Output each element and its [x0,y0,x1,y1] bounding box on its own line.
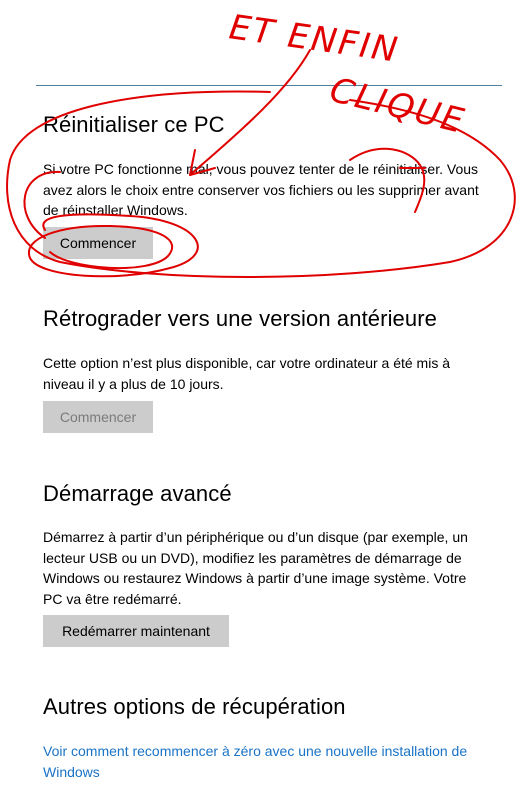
other-recovery-options-section [43,693,488,780]
rollback-section [43,305,488,425]
other-recovery-options-title: Autres options de récupération [43,694,346,719]
rollback-start-button: Commencer [43,401,153,433]
rollback-title: Rétrograder vers une version antérieure [43,306,437,331]
fresh-start-link[interactable]: Voir comment recommencer à zéro avec une nouvelle installation de Windows [43,743,468,780]
reset-pc-title: Réinitialiser ce PC [43,112,225,137]
annotation-text-line1: ET ENFIN [226,7,402,71]
advanced-startup-title: Démarrage avancé [43,481,232,506]
reset-pc-section [43,111,488,251]
annotation-text-line2: CLIQUE [325,69,470,143]
rollback-description: Cette option n’est plus disponible, car votre ordinateur a été mis à niveau il y a plus de 10 jours. [43,355,451,392]
reset-pc-description: Si votre PC fonctionne mal, vous pouvez tenter de le réinitialiser. Vous avez alors le choix entre conserver vos fichiers ou les supprimer avant de réinstaller Windows. [43,161,479,218]
restart-now-button[interactable]: Redémarrer maintenant [43,615,229,647]
advanced-startup-section [43,480,488,639]
reset-pc-start-button[interactable]: Commencer [43,227,153,259]
advanced-startup-description: Démarrez à partir d’un périphérique ou d’un disque (par exemple, un lecteur USB ou un DVD), modifiez les paramètres de démarrage de Windows ou restaurez Windows à partir d’une image système. Votre PC va être redémarré. [43,529,468,607]
top-divider [36,85,502,86]
